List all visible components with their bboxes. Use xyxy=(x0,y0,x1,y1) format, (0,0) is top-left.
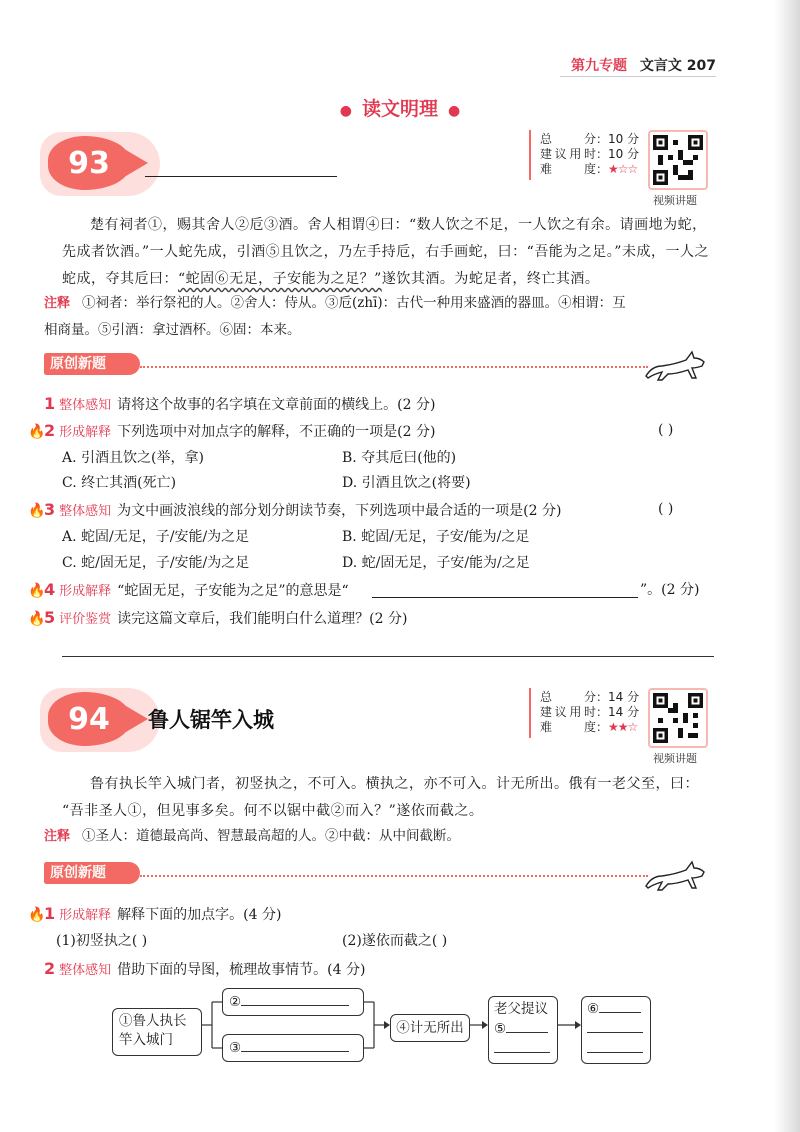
notes-93: 注释 ①祠者：举行祭祀的人。②舍人：侍从。③卮(zhī)：古代一种用来盛酒的器皿。④相谓：互 相商量。⑤引酒：拿过酒杯。⑥固：本来。 xyxy=(44,295,626,338)
flame-icon: 🔥 xyxy=(28,611,46,627)
bullet-icon: ● xyxy=(339,103,352,119)
option[interactable]: C. 终亡其酒(死亡) xyxy=(62,475,177,491)
flame-icon: 🔥 xyxy=(28,503,46,519)
flow-box-6[interactable]: ⑥ xyxy=(581,996,651,1064)
difficulty-stars: ★☆☆ xyxy=(608,162,638,176)
question-93-5: 🔥 5 评价鉴赏 读完这篇文章后，我们能明白什么道理？(2 分) xyxy=(44,607,407,631)
qr-code-icon[interactable] xyxy=(648,688,708,748)
answer-paren[interactable]: ( ) xyxy=(658,422,674,438)
option[interactable]: D. 蛇/固无足，子安/能为/之足 xyxy=(342,555,530,571)
section-number-badge: 94 xyxy=(48,692,130,746)
qr-code-icon[interactable] xyxy=(648,130,708,190)
original-questions-banner: 原创新题 xyxy=(44,353,140,375)
passage-93: 楚有祠者①，赐其舍人②卮③酒。舍人相谓④曰：“数人饮之不足，一人饮之有余。请画地为蛇， 先成者饮酒。”一人蛇先成，引酒⑤且饮之，乃左手持卮，右手画蛇，曰：“吾能为之足。”未成，一人之 蛇成，夺其卮曰：“蛇固⑥无足，子安能为之足？”遂饮其酒。为蛇足者，终亡其酒。 xyxy=(62,217,709,287)
header-rule xyxy=(560,76,716,77)
header-page-number: 207 xyxy=(686,58,716,74)
difficulty-stars: ★★☆ xyxy=(608,720,638,734)
bullet-icon: ● xyxy=(448,103,461,119)
dotted-rule xyxy=(140,366,648,368)
flow-box-1: ①鲁人执长 竿入城门 xyxy=(112,1008,202,1056)
wavy-underlined-text: “蛇固⑥无足，子安能为之足？” xyxy=(178,271,382,287)
section-separator xyxy=(62,656,714,657)
question-94-1: 🔥 1 形成解释 解释下面的加点字。(4 分) xyxy=(44,903,281,927)
question-tail: ”。(2 分) xyxy=(640,582,700,598)
score-info: 总分：10 分 建议用时：10 分 难度：★☆☆ xyxy=(540,132,640,176)
unit-title: ● 读文明理 ● xyxy=(339,98,461,120)
question-93-1: 1 整体感知 请将这个故事的名字填在文章前面的横线上。(2 分) xyxy=(44,394,436,413)
question-93-4: 🔥 4 形成解释 “蛇固无足，子安能为之足”的意思是“ xyxy=(44,579,349,603)
score-info: 总分：14 分 建议用时：14 分 难度：★★☆ xyxy=(540,690,640,734)
flow-box-5[interactable]: 老父提议 ⑤ xyxy=(488,996,558,1064)
info-accent-bar xyxy=(529,688,531,738)
sub-question-2[interactable]: (2)遂依而截之( ) xyxy=(342,933,448,949)
flame-icon: 🔥 xyxy=(28,907,46,923)
sub-question-1[interactable]: (1)初竖执之( ) xyxy=(56,933,148,949)
running-header xyxy=(571,55,716,75)
flame-icon: 🔥 xyxy=(28,583,46,599)
dotted-rule xyxy=(140,875,648,877)
qr-caption: 视频讲题 xyxy=(653,752,697,765)
running-cat-icon xyxy=(642,856,712,892)
flow-box-2[interactable]: ② xyxy=(222,988,364,1016)
question-93-3: 🔥 3 整体感知 为文中画波浪线的部分划分朗读节奏，下列选项中最合适的一项是(2 分) xyxy=(44,499,561,523)
option[interactable]: A. 蛇固/无足，子/安能/为之足 xyxy=(62,529,250,545)
option[interactable]: C. 蛇/固无足，子/安能/为之足 xyxy=(62,555,250,571)
option[interactable]: B. 夺其卮曰(他的) xyxy=(342,450,457,466)
section-number-badge: 93 xyxy=(48,136,130,190)
question-93-2: 🔥 2 形成解释 下列选项中对加点字的解释，不正确的一项是(2 分) xyxy=(44,420,435,444)
flow-box-4: ④计无所出 xyxy=(390,1014,470,1042)
option[interactable]: A. 引酒且饮之(举，拿) xyxy=(62,450,204,466)
story-title-blank[interactable] xyxy=(145,176,337,177)
option[interactable]: B. 蛇固/无足，子安/能为/之足 xyxy=(342,529,530,545)
qr-caption: 视频讲题 xyxy=(653,194,697,207)
answer-paren[interactable]: ( ) xyxy=(658,501,674,517)
page-edge-shadow xyxy=(774,0,800,1132)
info-accent-bar xyxy=(529,130,531,180)
header-subject: 文言文 xyxy=(639,58,682,74)
running-cat-icon xyxy=(642,346,712,382)
story-title: 鲁人锯竿入城 xyxy=(148,708,274,732)
flow-box-3[interactable]: ③ xyxy=(222,1034,364,1062)
passage-94: 鲁有执长竿入城门者，初竖执之，不可入。横执之，亦不可入。计无所出。俄有一老父至，曰： “吾非圣人①，但见事多矣。何不以锯中截②而入？”遂依而截之。 xyxy=(62,776,699,819)
question-94-2: 2 整体感知 借助下面的导图，梳理故事情节。(4 分) xyxy=(44,959,366,978)
notes-94: 注释 ①圣人：道德最高尚、智慧最高超的人。②中截：从中间截断。 xyxy=(44,828,461,844)
original-questions-banner: 原创新题 xyxy=(44,862,140,884)
header-section: 第九专题 xyxy=(571,58,628,74)
flame-icon: 🔥 xyxy=(28,424,46,440)
answer-blank-line[interactable] xyxy=(372,597,638,598)
option[interactable]: D. 引酒且饮之(将要) xyxy=(342,475,471,491)
